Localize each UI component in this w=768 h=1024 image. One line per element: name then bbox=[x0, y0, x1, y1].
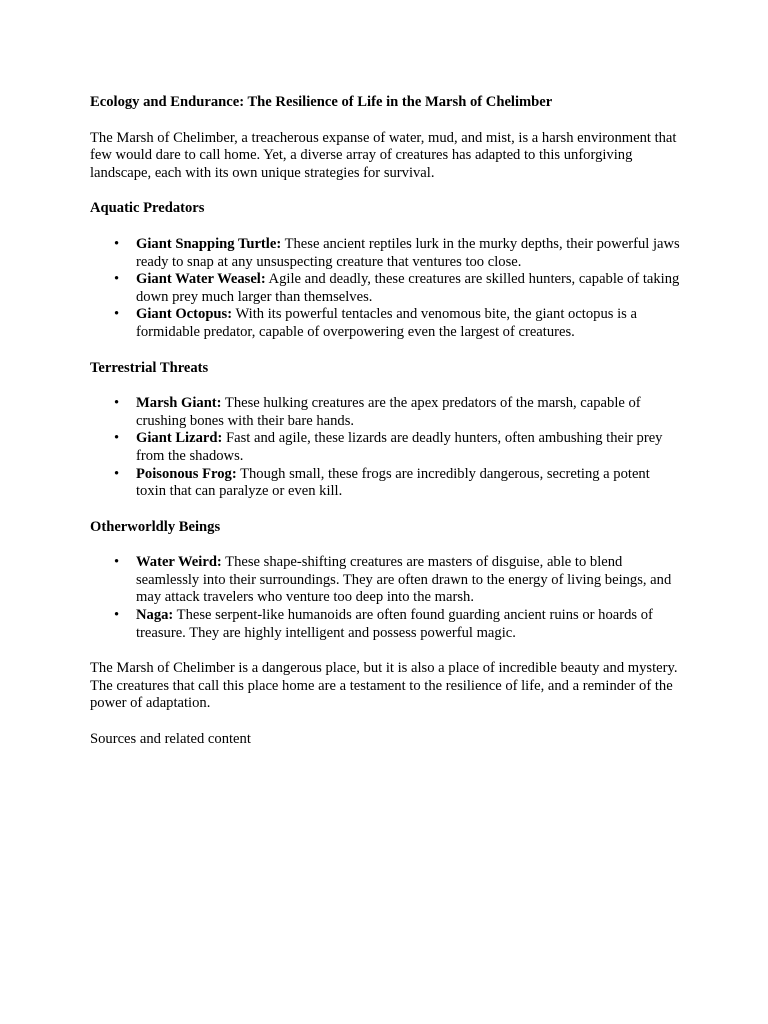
list-item-term: Giant Octopus: bbox=[136, 306, 233, 323]
list-item bbox=[136, 466, 680, 501]
otherworldly-beings-list bbox=[90, 554, 680, 642]
list-item-term: Giant Snapping Turtle: bbox=[136, 235, 282, 252]
terrestrial-threats-list bbox=[90, 395, 680, 501]
section-heading-otherworldly-beings: Otherworldly Beings bbox=[90, 518, 221, 535]
list-item bbox=[136, 607, 680, 642]
list-item-text: With its powerful tentacles and venomous bite, the giant octopus is a formidable predator, capable of overpowering even the largest of creatures. bbox=[136, 306, 637, 340]
conclusion-paragraph: The Marsh of Chelimber is a dangerous place, but it is also a place of incredible beauty and mystery. The creatures that call this place home are a testament to the resilience of life, and a reminder of the power of adaptation. bbox=[90, 660, 678, 712]
list-item-text: Though small, these frogs are incredibly dangerous, secreting a potent toxin that can paralyze or even kill. bbox=[136, 465, 650, 500]
list-item-text: Agile and deadly, these creatures are skilled hunters, capable of taking down prey much larger than themselves. bbox=[136, 271, 680, 305]
list-item bbox=[136, 306, 680, 341]
list-item bbox=[136, 271, 680, 306]
list-item-text: These shape-shifting creatures are masters of disguise, able to blend seamlessly into their surroundings. They are often drawn to the energy of living beings, and may attack travelers who venture too deep into the marsh. bbox=[136, 554, 672, 606]
list-item-term: Giant Water Weasel: bbox=[136, 271, 266, 288]
aquatic-predators-list bbox=[90, 236, 680, 342]
list-item-term: Poisonous Frog: bbox=[136, 465, 237, 482]
list-item-term: Marsh Giant: bbox=[136, 395, 222, 412]
list-item-term: Naga: bbox=[136, 607, 174, 624]
sources-footer: Sources and related content bbox=[90, 731, 251, 748]
list-item-term: Water Weird: bbox=[136, 554, 222, 571]
document-page bbox=[90, 94, 680, 767]
list-item bbox=[136, 554, 680, 607]
list-item bbox=[136, 395, 680, 430]
list-item-term: Giant Lizard: bbox=[136, 430, 223, 447]
list-item bbox=[136, 236, 680, 271]
list-item-text: Fast and agile, these lizards are deadly hunters, often ambushing their prey from the shadows. bbox=[136, 430, 663, 464]
section-heading-terrestrial-threats: Terrestrial Threats bbox=[90, 359, 209, 376]
document-title: Ecology and Endurance: The Resilience of Life in the Marsh of Chelimber bbox=[90, 94, 553, 110]
list-item-text: These hulking creatures are the apex predators of the marsh, capable of crushing bones with their bare hands. bbox=[136, 395, 641, 429]
list-item-text: These ancient reptiles lurk in the murky depths, their powerful jaws ready to snap at any unsuspecting creature that ventures too close. bbox=[136, 235, 680, 270]
list-item-text: These serpent-like humanoids are often found guarding ancient ruins or hoards of treasure. They are highly intelligent and possess powerful magic. bbox=[136, 607, 653, 641]
section-heading-aquatic-predators: Aquatic Predators bbox=[90, 200, 205, 217]
list-item bbox=[136, 430, 680, 465]
intro-paragraph: The Marsh of Chelimber, a treacherous expanse of water, mud, and mist, is a harsh environment that few would dare to call home. Yet, a diverse array of creatures has adapted to this unforgiving landscape, each with its own unique strategies for survival. bbox=[90, 129, 677, 181]
